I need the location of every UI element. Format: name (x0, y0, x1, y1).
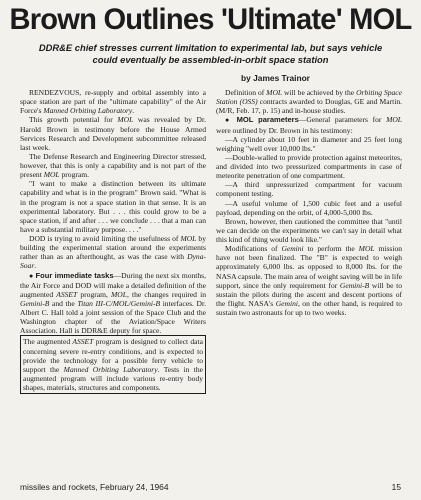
paragraph: DOD is trying to avoid limiting the usefulness of MOL by building the experimental station around the experiments rather than as an afterthought, as was the case with Dyna-Soar. (20, 234, 206, 271)
subhead: MOL parameters (236, 115, 299, 125)
list-item: —A third unpressurized compartment for vacuum component testing. (216, 180, 402, 199)
paragraph: Definition of MOL will be achieved by the Orbiting Space Station (OSS) contracts awarded to Douglas, GE and Martin. (M/R, Feb. 17, p. 15) and in-house studies. (216, 88, 402, 116)
byline: by James Trainor (241, 73, 310, 83)
page-footer (20, 482, 401, 492)
bullet-icon: ● (29, 271, 34, 280)
paragraph: RENDEZVOUS, re-supply and orbital assembly into a space station are part of the "ultimate capability" of the Air Force's Manned Orbiting Laboratory. (20, 88, 206, 116)
paragraph: The Defense Research and Engineering Director stressed, however, that this is only a capability and is not part of the present MOL program. (20, 151, 206, 180)
paragraph: ● MOL parameters—General parameters for MOL were outlined by Dr. Brown in his testimony: (216, 115, 402, 135)
paragraph: "I want to make a distinction between its ultimate capability and what is in the program" Brown said. "What is in the program is not a space station in that sense. It is an experimental laboratory. But . . . this could grow to be a space station, if and after . . . we conclude . . . that a man can have a substantial military purpose. . . ." (20, 179, 206, 234)
bullet-icon: ● (225, 116, 232, 125)
headline: Brown Outlines 'Ultimate' MOL (9, 3, 412, 36)
list-item: —Double-walled to provide protection against meteorites, and divided into two pressurized compartments in case of meteorite penetration of one compartment. (216, 152, 402, 181)
page-number: 15 (391, 482, 401, 492)
paragraph: Brown, however, then cautioned the committee that "until we can decide on the experiments we can't say in detail what this kind of thing would look like." (216, 216, 402, 244)
subhead: Four immediate tasks (35, 270, 114, 280)
paragraph: This growth potential for MOL was revealed by Dr. Harold Brown in testimony before the House Armed Services Research and Development subcommittee released last week. (20, 115, 206, 152)
left-column (20, 88, 206, 394)
paragraph: ● Four immediate tasks—During the next six months, the Air Force and DOD will make a detailed definition of the augmented ASSET program, MOL, the changes required in Gemini-B and the Titan III-C/MOL/Gemini-B interfaces. Dr. Albert C. Hall told a joint session of the Space Club and the Washington chapter of the Aviation/Space Writers Association. Hall is DDR&E deputy for space. (20, 270, 207, 336)
paragraph: Modifications of Gemini to perform the MOL mission have not been finalized. The "B" is expected to weigh approximately 6,000 lbs. as opposed to 8,000 lbs. for the NASA capsule. The main area of weight saving will be in life support, since the only requirement for Gemini-B will be to sustain the pilots during the ascent and descent portions of the flight. NASA's Gemini, on the other hand, is required to sustain two astronauts for up to two weeks. (216, 244, 402, 317)
list-item: —A useful volume of 1,500 cubic feet and a useful payload, depending on the orbit, of 4,000-5,000 lbs. (216, 198, 402, 217)
list-item: —A cylinder about 10 feet in diameter and 25 feet long weighing "well over 10,000 lbs." (216, 134, 402, 153)
boxed-paragraph: The augmented ASSET program is designed to collect data concerning severe re-entry conditions, and is expected to provide the technology for a possible ferry vehicle to support the Manned Orbiting Laboratory. Tests in the augmented program will include various re-entry body shapes, materials, structures and components. (20, 335, 206, 394)
right-column (216, 88, 402, 317)
publication-line: missiles and rockets, February 24, 1964 (20, 482, 169, 492)
deck: DDR&E chief stresses current limitation to experimental lab, but says vehicle could eventually be assembled-in-orbit space station (38, 42, 383, 65)
